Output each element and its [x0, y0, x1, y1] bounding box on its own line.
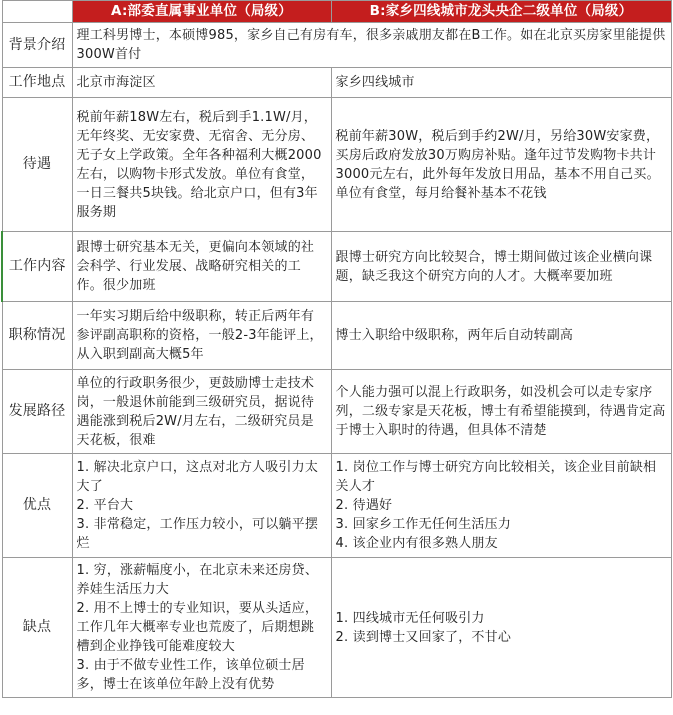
cons-b — [331, 558, 671, 698]
header-corner — [2, 1, 72, 23]
list-item: 2. 平台大 — [76, 498, 134, 513]
list-item: 1. 解决北京户口，这点对北方人吸引力太大了 — [76, 460, 319, 494]
path-b: 个人能力强可以混上行政职务，如没机会可以走专家序列，二级专家是天花板，博士有希望能摸到，待遇肯定高于博士入职时的待遇，但具体不清楚 — [331, 370, 671, 454]
row-label-location: 工作地点 — [2, 68, 72, 98]
row-pros — [2, 454, 671, 558]
work-b: 跟博士研究方向比较契合，博士期间做过该企业横向课题，缺乏我这个研究方向的人才。大概率要加班 — [331, 232, 671, 302]
list-item: 1. 穷，涨薪幅度小，在北京未来还房贷、养娃生活压力大 — [76, 563, 319, 597]
list-item: 1. 四线城市无任何吸引力 — [335, 610, 485, 626]
list-item: 2. 读到博士又回家了，不甘心 — [335, 629, 512, 645]
background-text: 理工科男博士，本硕博985，家乡自己有房有车，很多亲戚朋友都在B工作。如在北京买房家里能提供300W首付 — [72, 23, 671, 68]
row-label-pros: 优点 — [2, 454, 72, 558]
location-b: 家乡四线城市 — [331, 68, 671, 98]
row-title — [2, 302, 671, 370]
header-option-a: A:部委直属事业单位（局级） — [72, 1, 331, 23]
row-location — [2, 68, 671, 98]
header-option-b: B:家乡四线城市龙头央企二级单位（局级） — [331, 1, 671, 23]
list-item: 2. 用不上博士的专业知识，要从头适应，工作几年大概率专业也荒废了，后期想跳槽到企业挣钱可能难度较大 — [76, 601, 319, 654]
comparison-table — [1, 0, 672, 698]
list-item: 1. 岗位工作与博士研究方向比较相关，该企业目前缺相关人才 — [335, 460, 657, 494]
pros-b — [331, 454, 671, 558]
title-b: 博士入职给中级职称，两年后自动转副高 — [331, 302, 671, 370]
benefits-a: 税前年薪18W左右，税后到手1.1W/月，无年终奖、无安家费、无宿舍、无分房、无子女上学政策。全年各种福利大概2000左右，以购物卡形式发放。单位有食堂，一日三餐共5块钱。给北京户口，但有3年服务期 — [72, 98, 331, 232]
row-label-path: 发展路径 — [2, 370, 72, 454]
list-item: 3. 回家乡工作无任何生活压力 — [335, 517, 512, 532]
row-background — [2, 23, 671, 68]
row-benefits — [2, 98, 671, 232]
cons-a — [72, 558, 331, 698]
row-label-benefits: 待遇 — [2, 98, 72, 232]
row-label-work: 工作内容 — [2, 232, 72, 302]
row-label-cons: 缺点 — [2, 558, 72, 698]
row-work — [2, 232, 671, 302]
list-item: 3. 由于不做专业性工作，该单位硕士居多，博士在该单位年龄上没有优势 — [76, 658, 305, 692]
row-cons — [2, 558, 671, 698]
row-label-title: 职称情况 — [2, 302, 72, 370]
path-a: 单位的行政职务很少，更鼓励博士走技术岗，一般退休前能到三级研究员，据说待遇能涨到税后2W/月左右，二级研究员是天花板，很难 — [72, 370, 331, 454]
row-label-background: 背景介绍 — [2, 23, 72, 68]
list-item: 4. 该企业内有很多熟人朋友 — [335, 536, 498, 551]
title-a: 一年实习期后给中级职称，转正后两年有参评副高职称的资格，一般2-3年能评上，从入职到副高大概5年 — [72, 302, 331, 370]
benefits-b: 税前年薪30W，税后到手约2W/月，另给30W安家费，买房后政府发放30万购房补贴。逢年过节发购物卡共计3000元左右，此外每年发放日用品，基本不用自己买。单位有食堂，每月给餐补基本不花钱 — [331, 98, 671, 232]
list-item: 3. 非常稳定，工作压力较小，可以躺平摆烂 — [76, 517, 319, 551]
location-a: 北京市海淀区 — [72, 68, 331, 98]
pros-a — [72, 454, 331, 558]
row-path — [2, 370, 671, 454]
work-a: 跟博士研究基本无关，更偏向本领域的社会科学、行业发展、战略研究相关的工作。很少加班 — [72, 232, 331, 302]
list-item: 2. 待遇好 — [335, 498, 393, 513]
header-row — [2, 1, 671, 23]
